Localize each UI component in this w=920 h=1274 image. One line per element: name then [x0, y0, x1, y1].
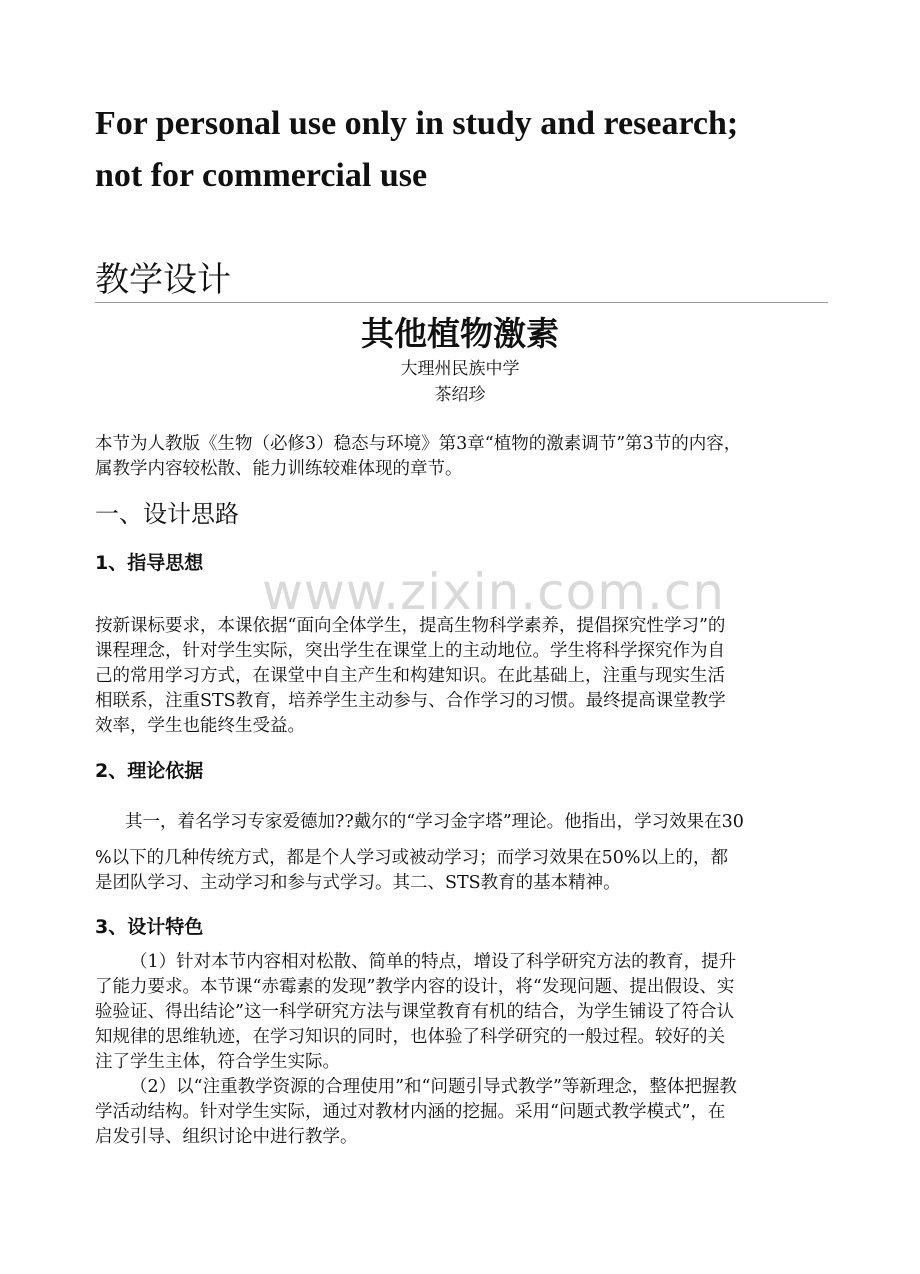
text-line: 相联系，注重STS教育，培养学生主动参与、合作学习的习惯。最终提高课堂教学	[95, 691, 726, 711]
text-line: 是团队学习、主动学习和参与式学习。其二、STS教育的基本精神。	[95, 873, 621, 893]
text-line: 按新课标要求，本课依据“面向全体学生，提高生物科学素养，提倡探究性学习”的	[95, 616, 726, 636]
subheading-guiding-ideas: 1、指导思想	[95, 552, 204, 574]
text-line: 验验证、得出结论”这一科学研究方法与课堂教育有机的结合，为学生铺设了符合认	[95, 1002, 734, 1022]
subheading-theory-basis: 2、理论依据	[95, 760, 204, 782]
text-line: 属教学内容较松散、能力训练较难体现的章节。	[95, 459, 463, 479]
text-line: 课程理念，针对学生实际，突出学生在课堂上的主动地位。学生将科学探究作为自	[95, 641, 725, 661]
theory-paragraph	[95, 846, 830, 896]
text-line: （1）针对本节内容相对松散、简单的特点，增设了科学研究方法的教育，提升	[130, 952, 737, 972]
text-line: 注了学生主体，符合学生实际。	[95, 1052, 340, 1072]
disclaimer	[95, 98, 855, 202]
school-name: 大理州民族中学	[400, 359, 520, 379]
text-line: 了能力要求。本节课“赤霉素的发现”教学内容的设计，将“发现问题、提出假设、实	[95, 977, 735, 997]
text-line: 本节为人教版《生物（必修3）稳态与环境》第3章“植物的激素调节”第3节的内容，	[95, 434, 742, 454]
theory-first-line: 其一，着名学习专家爱德加??戴尔的“学习金字塔”理论。他指出，学习效果在30	[125, 812, 744, 832]
section-heading-design-approach: 一、设计思路	[95, 500, 239, 528]
text-line: 知规律的思维轨迹，在学习知识的同时，也体验了科学研究的一般过程。较好的关	[95, 1027, 725, 1047]
guiding-ideas-paragraph	[95, 614, 830, 739]
text-line: 启发引导、组织讨论中进行教学。	[95, 1127, 358, 1147]
features-paragraph-2	[95, 1075, 830, 1150]
text-line: 己的常用学习方式，在课堂中自主产生和构建知识。在此基础上，注重与现实生活	[95, 666, 725, 686]
page-title: 其他植物激素	[361, 314, 559, 353]
document-type-heading: 教学设计	[95, 260, 231, 300]
subheading-design-features: 3、设计特色	[95, 916, 204, 938]
text-line: （2）以“注重教学资源的合理使用”和“问题引导式教学”等新理念，整体把握教	[130, 1077, 737, 1097]
intro-paragraph	[95, 432, 830, 482]
features-paragraph-1	[95, 950, 830, 1075]
text-line: %以下的几种传统方式，都是个人学习或被动学习；而学习效果在50%以上的，都	[95, 848, 729, 868]
text-line: 效率，学生也能终生受益。	[95, 716, 305, 736]
text-line: 学活动结构。针对学生实际，通过对教材内涵的挖掘。采用“问题式教学模式”，在	[95, 1102, 726, 1122]
author-name: 茶绍珍	[434, 385, 486, 405]
header-divider	[95, 302, 828, 303]
disclaimer-line-2: not for commercial use	[95, 157, 428, 194]
watermark: www.zixin.com.cn	[262, 563, 726, 621]
disclaimer-line-1: For personal use only in study and research;	[95, 105, 739, 142]
